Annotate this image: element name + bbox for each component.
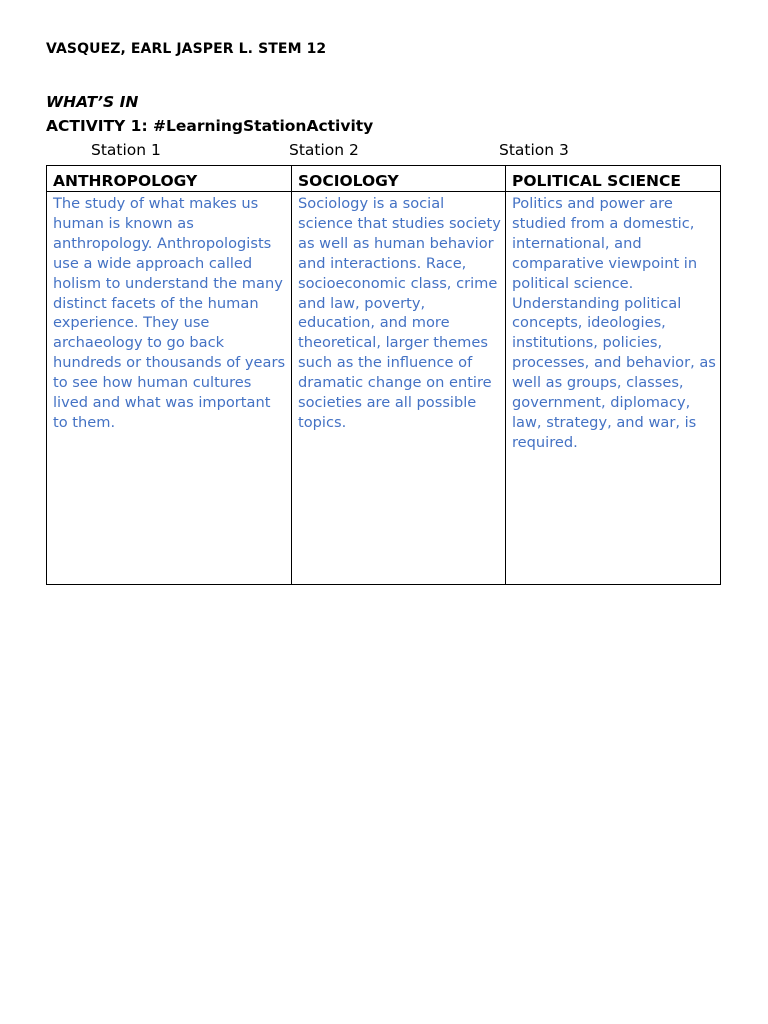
station-2-label: Station 2 xyxy=(289,141,359,159)
column-heading-political-science: POLITICAL SCIENCE xyxy=(506,166,721,192)
stations-table xyxy=(46,165,721,585)
column-heading-anthropology: ANTHROPOLOGY xyxy=(47,166,292,192)
column-heading-sociology: SOCIOLOGY xyxy=(292,166,506,192)
station-1-label: Station 1 xyxy=(91,141,161,159)
sociology-description: Sociology is a social science that studies society as well as human behavior and interactions. Race, socioeconomic class, crime and law, poverty, education, and more theoretical, larger themes such as the influence of dramatic change on entire societies are all possible topics. xyxy=(292,192,506,585)
political-science-description: Politics and power are studied from a domestic, international, and comparative viewpoint in political science. Understanding political concepts, ideologies, institutions, policies, processes, and behavior, as well as groups, classes, government, diplomacy, law, strategy, and war, is required. xyxy=(506,192,721,585)
anthropology-description: The study of what makes us human is known as anthropology. Anthropologists use a wide approach called holism to understand the many distinct facets of the human experience. They use archaeology to go back hundreds or thousands of years to see how human cultures lived and what was important to them. xyxy=(47,192,292,585)
student-name-line: VASQUEZ, EARL JASPER L. STEM 12 xyxy=(46,41,327,57)
activity-title: ACTIVITY 1: #LearningStationActivity xyxy=(46,117,374,135)
table-body-row xyxy=(47,192,721,585)
station-3-label: Station 3 xyxy=(499,141,569,159)
section-title: WHAT’S IN xyxy=(46,93,139,111)
table-header-row xyxy=(47,166,721,192)
